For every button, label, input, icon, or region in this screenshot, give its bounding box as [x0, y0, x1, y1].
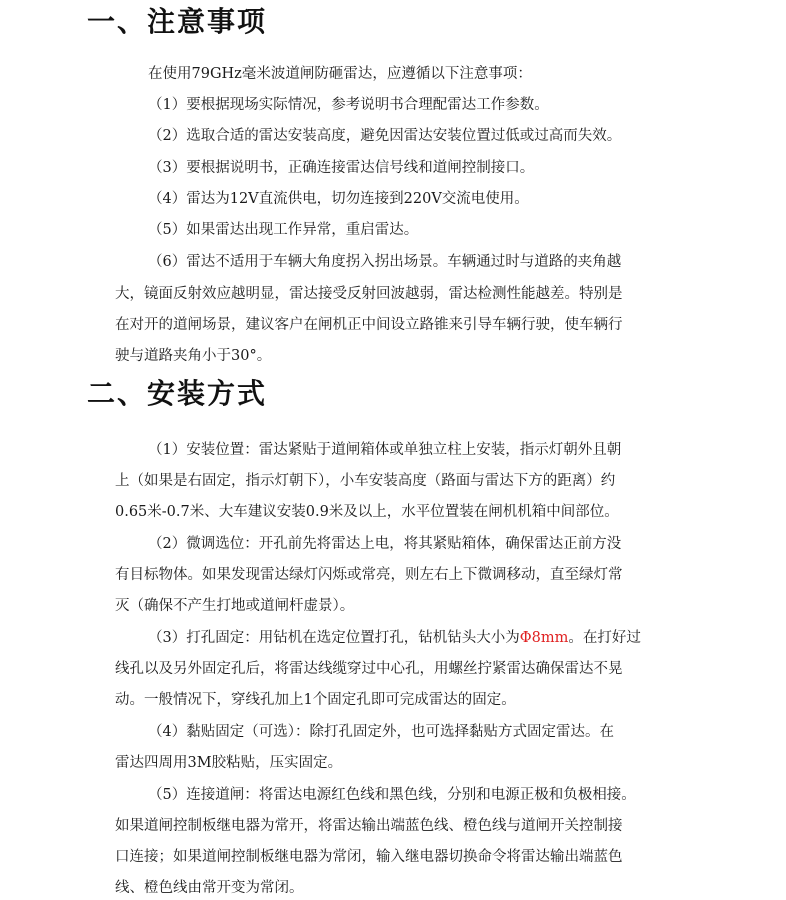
section-heading-installation: 二、安装方式	[87, 377, 268, 410]
precaution-item-2: （2）选取合适的雷达安装高度，避免因雷达安装位置过低或过高而失效。	[148, 128, 622, 144]
section-heading-precautions: 一、注意事项	[87, 5, 268, 38]
install-step-2-line3: 灭（确保不产生打地或道闸杆虚景）。	[115, 598, 355, 614]
install-step-1-line2: 上（如果是右固定，指示灯朝下），小车安装高度（路面与雷达下方的距离）约	[115, 473, 616, 489]
install-step-4-line2: 雷达四周用3M胶粘贴，压实固定。	[115, 755, 343, 771]
install-step-5-line2: 如果道闸控制板继电器为常开，将雷达输出端蓝色线、橙色线与道闸开关控制接	[115, 818, 623, 834]
precaution-item-1: （1）要根据现场实际情况，参考说明书合理配雷达工作参数。	[148, 97, 549, 113]
install-step-2-line2: 有目标物体。如果发现雷达绿灯闪烁或常亮，则左右上下微调移动，直至绿灯常	[115, 567, 623, 583]
install-step-3-text-post: 。在打好过	[568, 630, 641, 646]
install-step-3-text-pre: （3）打孔固定：用钻机在选定位置打孔，钻机钻头大小为	[148, 630, 520, 646]
precaution-item-6-line2: 大，镜面反射效应越明显，雷达接受反射回波越弱，雷达检测性能越差。特别是	[115, 286, 623, 302]
drill-size-highlight: Φ8mm	[519, 630, 569, 646]
install-step-5-line3: 口连接；如果道闸控制板继电器为常闭，输入继电器切换命令将雷达输出端蓝色	[115, 849, 623, 865]
install-step-3-line2: 线孔以及另外固定孔后，将雷达线缆穿过中心孔，用螺丝拧紧雷达确保雷达不晃	[115, 661, 623, 677]
precaution-item-4: （4）雷达为12V直流供电，切勿连接到220V交流电使用。	[148, 191, 529, 207]
install-step-3-line3: 动。一般情况下，穿线孔加上1个固定孔即可完成雷达的固定。	[115, 692, 516, 708]
install-step-2-line1: （2）微调选位：开孔前先将雷达上电，将其紧贴箱体，确保雷达正前方没	[148, 536, 622, 552]
precaution-item-6-line3: 在对开的道闸场景，建议客户在闸机正中间设立路锥来引导车辆行驶，使车辆行	[115, 317, 623, 333]
install-step-5-line4: 线、橙色线由常开变为常闭。	[115, 880, 304, 896]
install-step-5-line1: （5）连接道闸：将雷达电源红色线和黑色线，分别和电源正极和负极相接。	[148, 787, 636, 803]
intro-line: 在使用79GHz毫米波道闸防砸雷达，应遵循以下注意事项：	[148, 66, 532, 82]
install-step-3-line1	[148, 626, 641, 647]
precaution-item-5: （5）如果雷达出现工作异常，重启雷达。	[148, 222, 419, 238]
precaution-item-6-line1: （6）雷达不适用于车辆大角度拐入拐出场景。车辆通过时与道路的夹角越	[148, 254, 622, 270]
install-step-1-line1: （1）安装位置：雷达紧贴于道闸箱体或单独立柱上安装，指示灯朝外且朝	[148, 442, 622, 458]
install-step-4-line1: （4）黏贴固定（可选）：除打孔固定外，也可选择黏贴方式固定雷达。在	[148, 724, 614, 740]
install-step-1-line3: 0.65米-0.7米、大车建议安装0.9米及以上，水平位置装在闸机机箱中间部位。	[115, 504, 619, 520]
precaution-item-6-line4: 驶与道路夹角小于30°。	[115, 348, 272, 364]
precaution-item-3: （3）要根据说明书，正确连接雷达信号线和道闸控制接口。	[148, 160, 535, 176]
